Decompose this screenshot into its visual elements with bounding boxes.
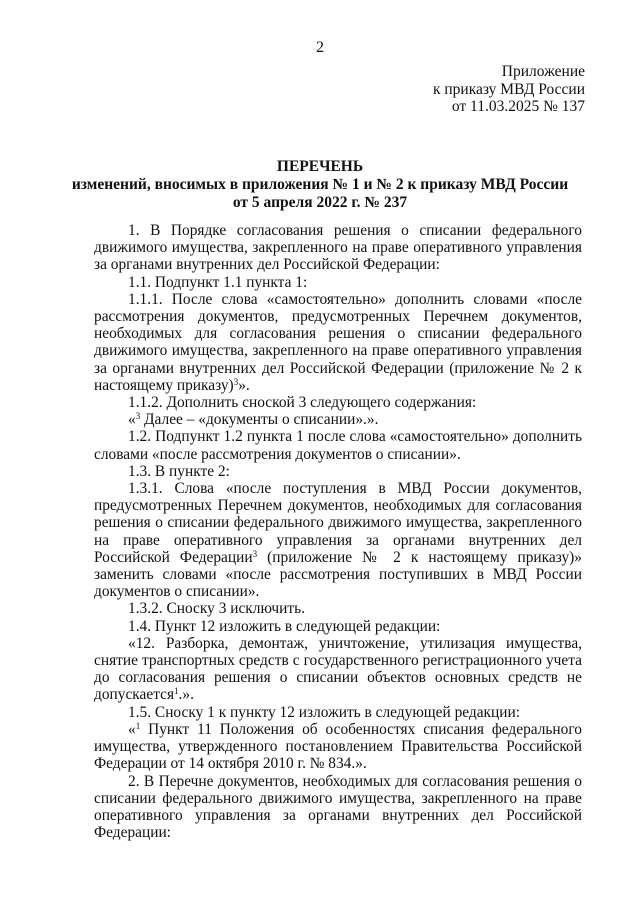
- paragraph-1-1-1: [94, 291, 582, 394]
- title-line-2: изменений, вносимых в приложения № 1 и № 2 к приказу МВД России: [71, 176, 569, 193]
- paragraph-1: [94, 222, 582, 274]
- paragraph-1-3-1-text: 1.3.1. Слова «после поступления в МВД России документов, предусмотренных Перечнем документов, необходимых для согласования решения о списании федерального движимого имущества, закрепленного на праве оперативного управления за органами внутренних дел Российской Федерации: [94, 480, 582, 566]
- footnote-3-text: [94, 411, 582, 428]
- paragraph-1-1: [94, 274, 582, 291]
- paragraph-1-3-2: [94, 600, 582, 617]
- appendix-line-2: к приказу МВД России: [432, 80, 585, 98]
- paragraph-1-2: [94, 428, 582, 462]
- paragraph-12-quote: [94, 635, 582, 704]
- paragraph-12-quote-text: «12. Разборка, демонтаж, уничтожение, утилизация имущества, снятие транспортных средств с государственного регистрационного учета до согласования решения о списании объектов основных средств не допускается: [94, 634, 582, 704]
- appendix-line-1: Приложение: [501, 63, 585, 80]
- paragraph-1-2-text: 1.2. Подпункт 1.2 пункта 1 после слова «самостоятельно» дополнить словами «после рассмотрения документов о списании».: [94, 428, 582, 463]
- paragraph-1-4: [94, 618, 582, 635]
- appendix-header: [420, 63, 585, 116]
- paragraph-1-3-1: [94, 480, 582, 600]
- page-number: 2: [316, 39, 324, 56]
- document-title: [0, 158, 640, 212]
- paragraph-12-quote-end: .».: [178, 686, 194, 704]
- footnote-3-mark: 3: [135, 411, 141, 422]
- title-line-3: от 5 апреля 2022 г. № 237: [232, 194, 408, 211]
- paragraph-1-1-1-end: ».: [238, 376, 250, 394]
- footnote-1-open-quote: «: [128, 720, 136, 738]
- footnote-3-open-quote: «: [128, 411, 136, 429]
- appendix-line-3: от 11.03.2025 № 137: [451, 98, 585, 115]
- footnote-ref-3-b: 3: [252, 548, 258, 559]
- paragraph-1-1-2: [94, 394, 582, 411]
- paragraph-2: [94, 773, 582, 842]
- footnote-3-body: Далее – «документы о списании».».: [140, 411, 379, 429]
- paragraph-1-1-2-text: 1.1.2. Дополнить сноской 3 следующего содержания:: [128, 394, 477, 412]
- footnote-1-text: [94, 721, 582, 773]
- paragraph-1-3-1-end: (приложение № 2 к настоящему приказу)» заменить словами «после рассмотрения поступивших в МВД России документов о списании».: [94, 548, 582, 601]
- footnote-ref-1: 1: [174, 686, 179, 697]
- paragraph-1-3: [94, 463, 582, 480]
- footnote-1-mark: 1: [135, 720, 141, 731]
- paragraph-2-text: 2. В Перечне документов, необходимых для согласования решения о списании федерального движимого имущества, закрепленного на праве оперативного управления за органами внутренних дел Российской Федерации:: [94, 772, 582, 842]
- paragraph-1-4-text: 1.4. Пункт 12 изложить в следующей редакции:: [128, 617, 441, 635]
- paragraph-1-text: 1. В Порядке согласования решения о списании федерального движимого имущества, закрепленного на праве оперативного управления за органами внутренних дел Российской Федерации:: [94, 222, 582, 274]
- paragraph-1-3-2-text: 1.3.2. Сноску 3 исключить.: [128, 600, 305, 618]
- paragraph-1-5: [94, 704, 582, 721]
- title-line-1: ПЕРЕЧЕНЬ: [276, 158, 364, 175]
- paragraph-1-3-text: 1.3. В пункте 2:: [128, 462, 230, 480]
- document-body: [94, 222, 582, 841]
- paragraph-1-5-text: 1.5. Сноску 1 к пункту 12 изложить в следующей редакции:: [128, 703, 521, 721]
- paragraph-1-1-text: 1.1. Подпункт 1.1 пункта 1:: [128, 273, 308, 291]
- footnote-1-body: Пункт 11 Положения об особенностях списания федерального имущества, утвержденного постановлением Правительства Российской Федерации от 14 октября 2010 г. № 834.».: [94, 720, 582, 773]
- footnote-ref-3: 3: [233, 376, 239, 387]
- paragraph-1-1-1-text: 1.1.1. После слова «самостоятельно» дополнить словами «после рассмотрения документов, предусмотренных Перечнем документов, необходимых для согласования решения о списании федерального движимого имущества, закрепленного на праве оперативного управления за органами внутренних дел Российской Федерации (приложение № 2 к настоящему приказу): [94, 290, 582, 394]
